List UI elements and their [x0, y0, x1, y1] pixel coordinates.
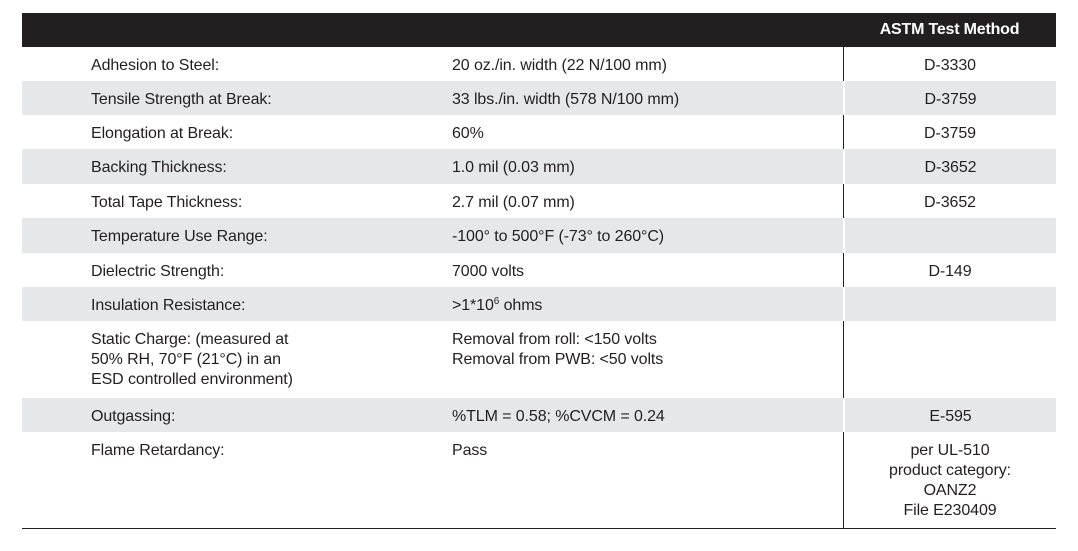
table-row-backing-thickness	[22, 149, 1056, 184]
row-label: Temperature Use Range:	[91, 228, 268, 245]
row-value: -100° to 500°F (-73° to 260°C)	[452, 228, 665, 245]
row-method: D-149	[843, 253, 1056, 287]
row-label: Static Charge: (measured at 50% RH, 70°F (21°C) in an ESD controlled environment)	[91, 331, 293, 388]
row-label: Elongation at Break:	[91, 125, 234, 142]
row-method: D-3759	[843, 81, 1056, 115]
row-value: 33 lbs./in. width (578 N/100 mm)	[452, 91, 680, 108]
row-method	[843, 287, 1056, 321]
row-value: 2.7 mil (0.07 mm)	[452, 194, 575, 211]
spec-table	[22, 13, 1056, 529]
row-value: Pass	[452, 442, 488, 459]
row-label: Dielectric Strength:	[91, 263, 225, 280]
table-row-elongation	[22, 115, 1056, 149]
row-method: D-3652	[843, 149, 1056, 184]
table-row-total-thickness	[22, 184, 1056, 218]
row-value: Removal from roll: <150 volts Removal from PWB: <50 volts	[452, 331, 664, 368]
table-row-insulation	[22, 287, 1056, 321]
value-exponent: 6	[493, 296, 500, 307]
row-method: D-3759	[843, 115, 1056, 149]
row-method	[843, 218, 1056, 253]
row-value: %TLM = 0.58; %CVCM = 0.24	[452, 408, 665, 425]
table-row-temperature	[22, 218, 1056, 253]
table-row-flame-retardancy	[22, 432, 1056, 528]
row-value: 20 oz./in. width (22 N/100 mm)	[452, 57, 667, 74]
row-label: Total Tape Thickness:	[91, 194, 243, 211]
row-method	[843, 321, 1056, 398]
table-row-dielectric	[22, 253, 1056, 287]
value-suffix: ohms	[499, 297, 543, 314]
row-value: 7000 volts	[452, 263, 524, 280]
row-method: D-3652	[843, 184, 1056, 218]
row-value	[384, 287, 843, 321]
value-prefix: >1*10	[452, 297, 494, 314]
table-row-static-charge	[22, 321, 1056, 398]
row-label: Outgassing:	[91, 408, 176, 425]
header-astm-test-method: ASTM Test Method	[879, 21, 1020, 38]
table-row-outgassing	[22, 398, 1056, 432]
row-value: 1.0 mil (0.03 mm)	[452, 159, 575, 176]
header-blank-cell	[22, 13, 843, 47]
row-label: Adhesion to Steel:	[91, 57, 220, 74]
row-method: E-595	[843, 398, 1056, 432]
table-row-adhesion	[22, 47, 1056, 81]
row-label: Flame Retardancy:	[91, 442, 225, 459]
row-label: Insulation Resistance:	[91, 297, 246, 314]
row-value: 60%	[452, 125, 484, 142]
table-row-tensile	[22, 81, 1056, 115]
row-method: D-3330	[843, 47, 1056, 81]
row-label: Tensile Strength at Break:	[91, 91, 272, 108]
row-method: per UL-510 product category: OANZ2 File E230409	[843, 432, 1056, 528]
table-bottom-rule	[22, 528, 1056, 529]
row-label: Backing Thickness:	[91, 159, 227, 176]
table-header	[22, 13, 1056, 47]
